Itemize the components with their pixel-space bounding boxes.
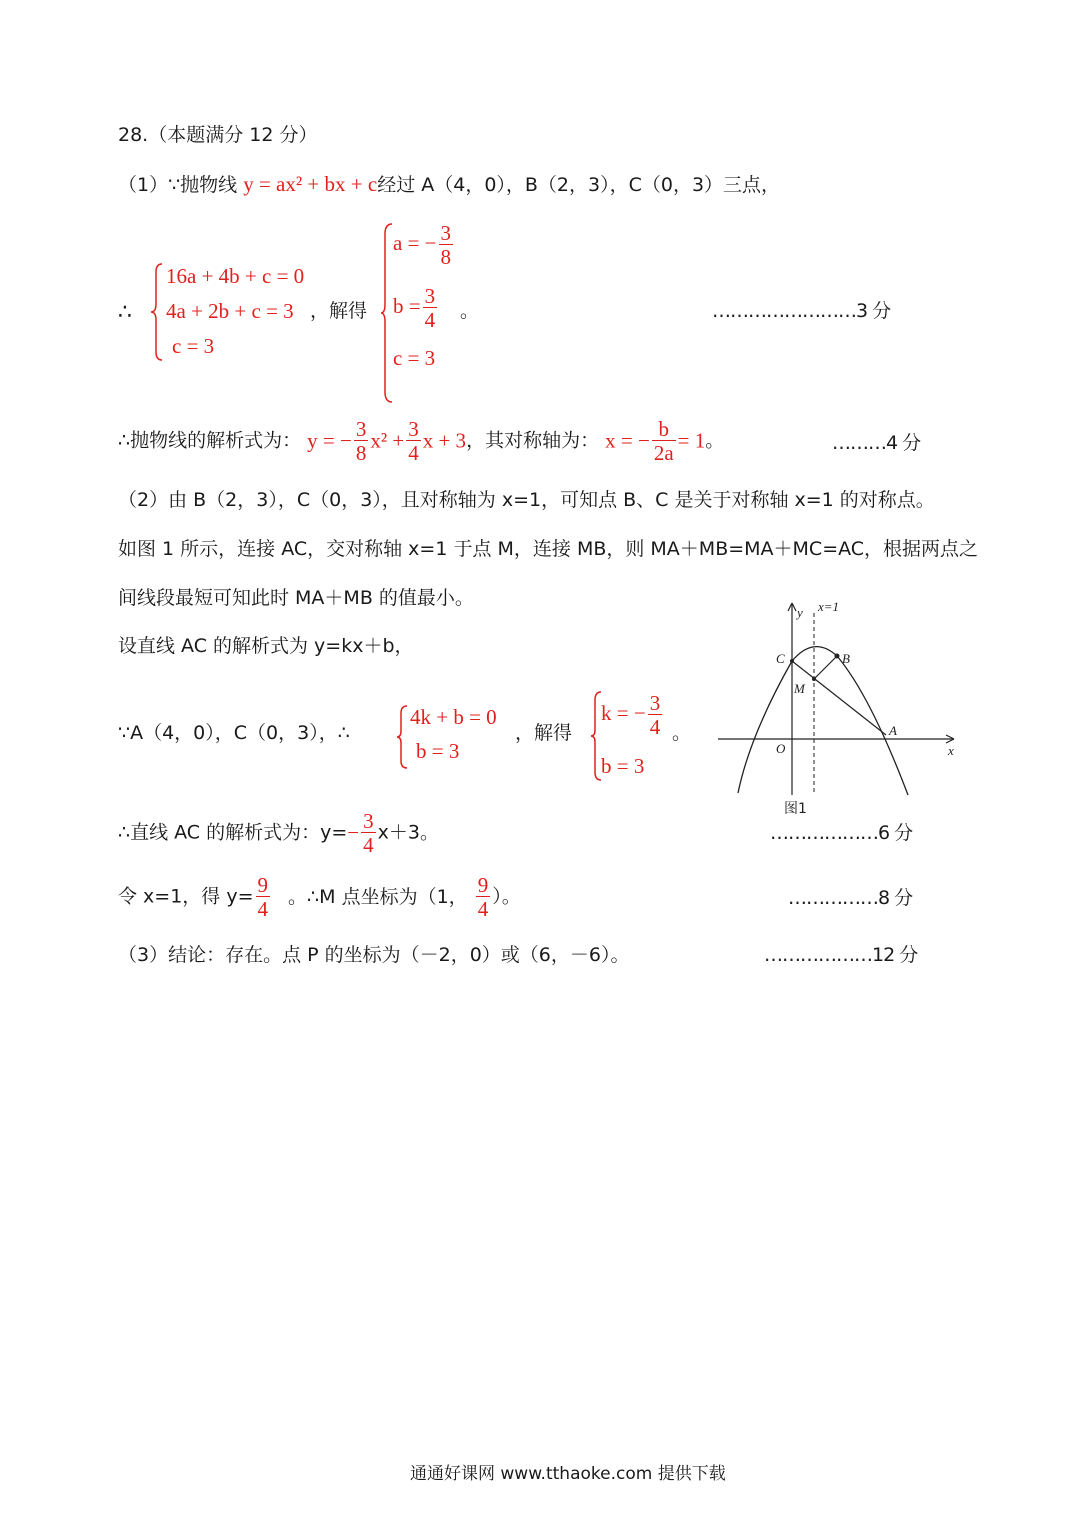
axis-part2: = 1 [677, 428, 706, 453]
system-eq-3: c = 3 [172, 334, 215, 358]
label-x: x [948, 743, 954, 758]
axis-part1: x = − [605, 428, 650, 453]
problem-header: 28.（本题满分 12 分） [118, 124, 318, 146]
expr-part3: x + 3 [422, 428, 467, 453]
figure-caption: 图1 [784, 801, 807, 817]
m-suffix: ）。 [492, 885, 521, 908]
ac-system-eq-1: 4k + b = 0 [410, 705, 497, 729]
expr-fraction-1 [354, 418, 369, 464]
solution-c: c = 3 [393, 346, 436, 370]
axis-fraction [652, 418, 676, 464]
therefore-symbol: ∴ [118, 300, 132, 325]
ac-expr-fraction-den: 4 [363, 833, 374, 858]
point-m [812, 677, 816, 681]
part2-line-3: 间线段最短可知此时 MA＋MB 的值最小。 [118, 587, 474, 609]
solution-b [393, 285, 439, 331]
part2-line-1: （2）由 B（2，3），C（0，3），且对称轴为 x=1，可知点 B、C 是关于对称轴 x=1 的对称点。 [118, 489, 935, 511]
fraction-b-den: 4 [424, 308, 436, 333]
ac-expr-minus: − [347, 820, 360, 845]
label-c: C [776, 651, 785, 666]
system-eq-1: 16a + 4b + c = 0 [166, 264, 305, 288]
part1-intro [118, 174, 780, 195]
score-4: ………4 分 [832, 432, 921, 454]
label-o: O [776, 741, 786, 756]
point-b [835, 654, 840, 659]
solution-a [393, 222, 455, 268]
point-c [790, 659, 794, 663]
solution-b-prefix: b = [393, 293, 421, 318]
ac-expr-fraction [361, 810, 376, 856]
expr-fraction-1-num: 3 [355, 417, 367, 441]
score-6: ………………6 分 [770, 822, 913, 844]
label-b: B [842, 651, 850, 666]
label-x1: x=1 [818, 599, 840, 614]
label-a: A [889, 723, 897, 738]
left-brace [150, 262, 166, 362]
m-fraction-1 [256, 874, 271, 920]
fraction-a-den: 8 [440, 245, 452, 270]
expr-fraction-2-num: 3 [408, 417, 419, 441]
ac-fraction-k-den: 4 [649, 715, 661, 740]
m-fraction-2-num: 9 [477, 873, 489, 897]
ac-solution-b: b = 3 [601, 754, 645, 778]
label-m: M [794, 681, 805, 696]
part3-line: （3）结论：存在。点 P 的坐标为（－2，0）或（6，－6）。 [118, 944, 630, 966]
expr-fraction-2 [406, 418, 421, 464]
ac-left-brace [396, 704, 410, 770]
ac-expr-prefix: ∴直线 AC 的解析式为：y= [118, 821, 348, 844]
solve-word: ，解得 [310, 300, 368, 322]
score-12: ………………12 分 [764, 944, 918, 966]
ac-period: 。 [672, 722, 692, 744]
ac-system-eq-2: b = 3 [416, 739, 460, 763]
m-mid: 。∴M 点坐标为（1， [288, 885, 468, 908]
m-coordinate-line [118, 874, 521, 920]
expr-fraction-1-den: 8 [355, 441, 367, 466]
label-y: y [797, 605, 803, 620]
ac-because: ∵A（4，0），C（0，3），∴ [118, 722, 350, 744]
axis-fraction-num: b [658, 417, 669, 441]
ac-fraction-k-num: 3 [649, 691, 661, 715]
axis-prefix: ，其对称轴为： [466, 429, 600, 452]
expr-part2: x² + [370, 428, 405, 453]
part1-intro-suffix: 经过 A（4，0），B（2，3），C（0，3）三点， [377, 174, 781, 196]
axis-fraction-den: 2a [653, 441, 674, 466]
parabola-curve [738, 647, 908, 795]
score-3: ……………………3 分 [712, 300, 891, 322]
system-eq-2: 4a + 2b + c = 3 [166, 299, 294, 323]
m-fraction-2-den: 4 [477, 897, 489, 922]
ac-fraction-k [648, 692, 663, 738]
m-fraction-2 [476, 874, 491, 920]
parabola-equation: y = ax² + bx + c [243, 172, 378, 196]
expr-prefix: ∴抛物线的解析式为： [118, 429, 302, 452]
ac-expression-line [118, 810, 439, 856]
ac-solve-word: ，解得 [515, 722, 573, 744]
m-fraction-1-num: 9 [257, 873, 268, 897]
ac-expr-fraction-num: 3 [363, 809, 374, 833]
m-prefix: 令 x=1，得 y= [118, 885, 254, 908]
figure-1 [710, 595, 970, 825]
footer: 通通好课网 www.tthaoke.com 提供下载 [410, 1464, 726, 1484]
fraction-a-num: 3 [440, 221, 452, 245]
fraction-a [439, 222, 454, 268]
period: 。 [460, 300, 480, 322]
part2-line-4: 设直线 AC 的解析式为 y=kx＋b， [118, 635, 414, 657]
axis-suffix: 。 [705, 429, 725, 452]
solution-a-prefix: a = − [393, 230, 437, 255]
expr-fraction-2-den: 4 [408, 441, 419, 466]
fraction-b [423, 285, 438, 331]
ac-expr-suffix: x＋3。 [377, 821, 439, 844]
part1-intro-prefix: （1）∵抛物线 [118, 174, 244, 196]
fraction-b-num: 3 [424, 284, 436, 308]
m-fraction-1-den: 4 [257, 897, 268, 922]
parabola-expression-line [118, 418, 724, 464]
part2-line-2: 如图 1 所示，连接 AC，交对称轴 x=1 于点 M，连接 MB，则 MA＋MB=MA＋MC=AC，根据两点之 [118, 538, 979, 560]
line-mb [814, 656, 837, 679]
expr-part1: y = − [307, 428, 352, 453]
line-ac [792, 661, 886, 735]
ac-solution-k-prefix: k = − [601, 700, 646, 725]
ac-solution-k [601, 692, 664, 738]
score-8: ……………8 分 [788, 887, 913, 909]
